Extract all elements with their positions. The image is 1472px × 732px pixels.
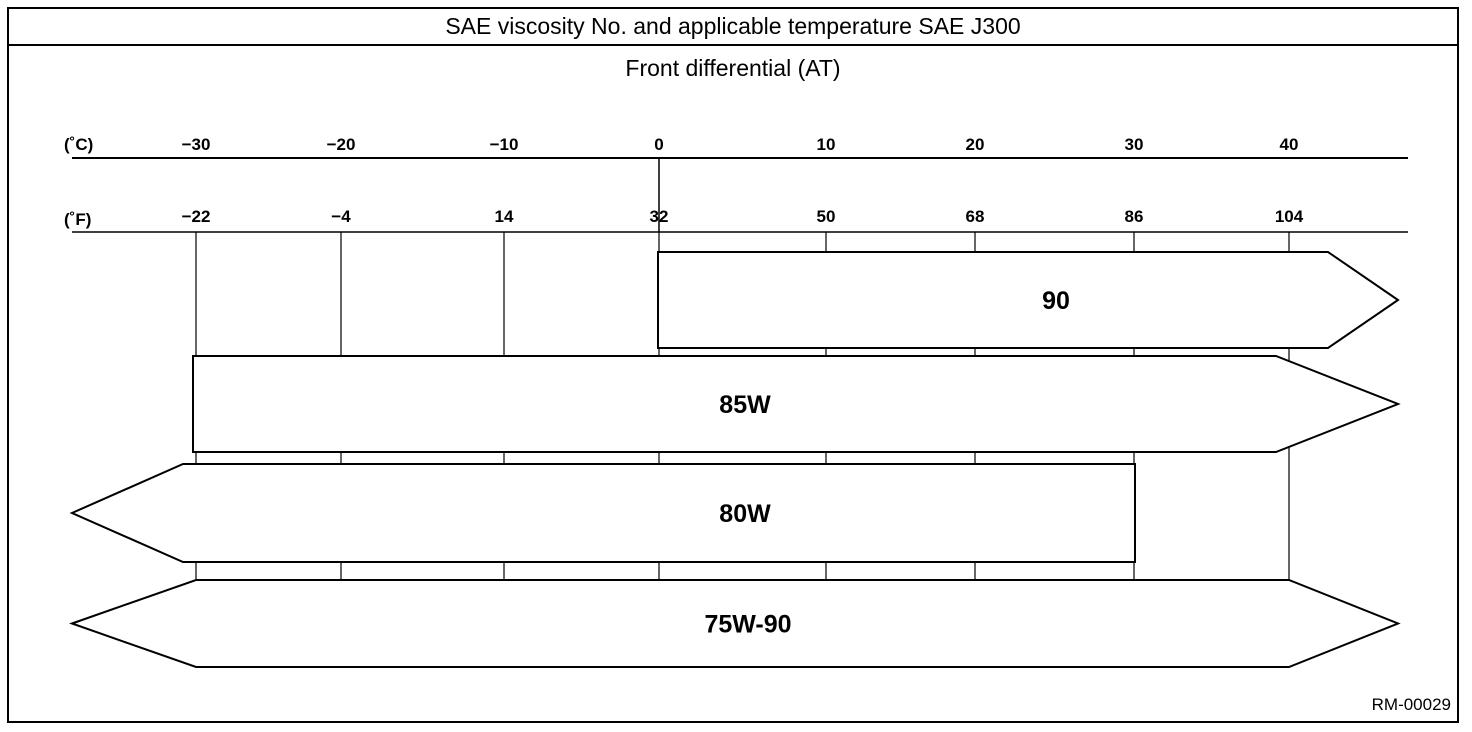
fahrenheit-tick-labels <box>182 207 1304 226</box>
celsius-tick-label: 10 <box>816 135 836 154</box>
viscosity-band <box>658 252 1398 348</box>
viscosity-band-label: 75W-90 <box>704 610 792 639</box>
fahrenheit-tick-label: −22 <box>181 207 211 226</box>
fahrenheit-tick-label: 86 <box>1124 207 1144 226</box>
fahrenheit-tick-label: 104 <box>1274 207 1304 226</box>
celsius-tick-labels <box>182 135 1299 154</box>
fahrenheit-tick-label: 50 <box>816 207 836 226</box>
celsius-tick-label: 20 <box>965 135 985 154</box>
viscosity-band-label: 80W <box>719 500 771 528</box>
celsius-tick-label: 0 <box>654 135 664 154</box>
celsius-unit-label: (˚C) <box>64 135 94 154</box>
fahrenheit-unit-label: (˚F) <box>64 210 92 229</box>
celsius-tick-label: 40 <box>1279 135 1299 154</box>
celsius-tick-label: −10 <box>489 135 519 154</box>
diagram-title: SAE viscosity No. and applicable temperature SAE J300 <box>9 9 1457 46</box>
diagram-subtitle: Front differential (AT) <box>625 55 841 81</box>
viscosity-band-label: 85W <box>719 391 771 419</box>
fahrenheit-tick-label: 32 <box>649 207 669 226</box>
viscosity-band-label: 90 <box>1042 287 1070 315</box>
fahrenheit-tick-label: −4 <box>331 207 351 226</box>
fahrenheit-tick-label: 68 <box>965 207 985 226</box>
reference-code: RM-00029 <box>1371 695 1451 714</box>
viscosity-band <box>72 464 1135 562</box>
viscosity-bands <box>72 252 1398 667</box>
fahrenheit-tick-label: 14 <box>494 207 514 226</box>
viscosity-band <box>193 356 1398 452</box>
celsius-tick-label: 30 <box>1124 135 1144 154</box>
celsius-tick-label: −20 <box>326 135 356 154</box>
celsius-tick-label: −30 <box>181 135 211 154</box>
